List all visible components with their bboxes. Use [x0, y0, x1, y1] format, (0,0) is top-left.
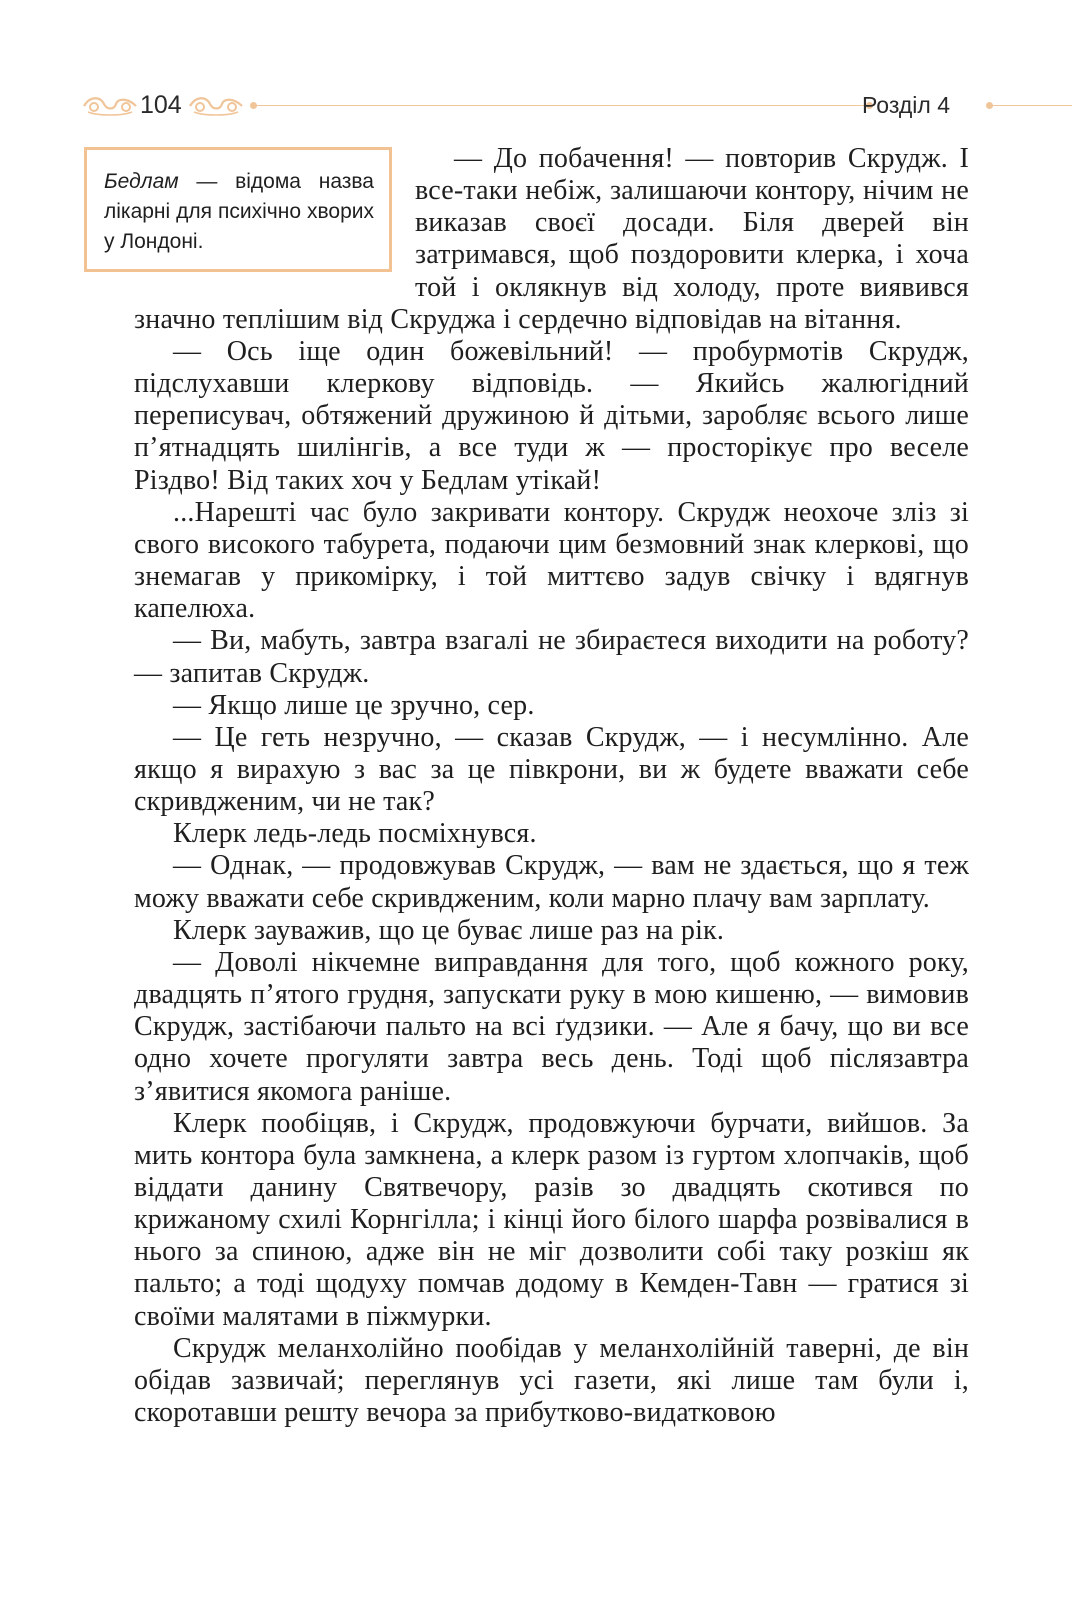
paragraph: — Однак, — продовжував Скрудж, — вам не здається, що я теж можу вважати себе скривдженим, коли марно плачу вам зарплату.: [134, 850, 969, 914]
header-rule-end: [992, 105, 1072, 106]
note-definition: — відома назва лікарні для психічно хворих у Лондоні.: [104, 170, 374, 253]
page-number: 104: [140, 91, 182, 119]
ornament-left-icon: [82, 94, 138, 118]
paragraph: — Це геть незручно, — сказав Скрудж, — і несумлінно. Але якщо я вирахую з вас за це півкрони, ви ж будете вважати себе скривдженим, чи не так?: [134, 721, 969, 818]
paragraph: Скрудж меланхолійно пообідав у меланхолійній таверні, де він обідав зазвичай; переглянув усі газети, які лише там були і, скоротавши решту вечора за прибутково-видатковою: [134, 1332, 969, 1429]
paragraph: — До побачення! — повторив Скрудж. І все-таки небіж, залишаючи контору, нічим не виказав своєї досади. Біля дверей він затримався, щоб поздоровити клерка, і хоча той і оклякнув від холоду, проте виявився значно теплішим від Скруджа і сердечно відповідав на вітання.: [134, 143, 969, 335]
paragraph: Клерк зауважив, що це буває лише раз на рік.: [173, 914, 725, 946]
paragraph: ...Нарешті час було закривати контору. Скрудж неохоче зліз зі свого високого табурета, подаючи цим безмовний знак клеркові, що знемагав у прикомірку, і той миттєво задув свічку і вдягнув капелюха.: [134, 496, 969, 625]
paragraph: Клерк ледь-ледь посміхнувся.: [173, 818, 537, 850]
paragraph: Клерк пообіцяв, і Скрудж, продовжуючи бурчати, вийшов. За мить контора була замкнена, а клерк разом із гуртом хлопчаків, щоб віддати данину Святвечору, разів зо двадцять скотився по крижаному схилі Корнгілла; і кінці його білого шарфа розвівалися в нього за спиною, адже він не міг дозволити собі таку розкіш як пальто; а тоді щодуху помчав додому в Кемден-Тавн — гратися зі своїми малятами в піжмурки.: [134, 1107, 969, 1332]
page-header: [82, 86, 1072, 126]
paragraph: — Ви, мабуть, завтра взагалі не збираєтеся виходити на роботу? — запитав Скрудж.: [134, 625, 969, 689]
header-rule: [254, 105, 866, 106]
paragraph: — Ось іще один божевільний! — пробурмотів Скрудж, підслухавши клеркову відповідь. — Якийсь жалюгідний переписувач, обтяжений дружиною й дітьми, заробляє всього лише п’ятнадцять шилінгів, а все туди ж — просторікує про веселе Різдво! Від таких хоч у Бедлам утікай!: [134, 335, 969, 496]
paragraph: — Доволі нікчемне виправдання для того, щоб кожного року, двадцять п’ятого грудня, запускати руку в мою кишеню, — вимовив Скрудж, застібаючи пальто на всі ґудзики. — Але я бачу, що ви все одно хочете прогуляти завтра весь день. Тоді щоб післязавтра з’явитися якомога раніше.: [134, 946, 969, 1107]
ornament-right-icon: [188, 94, 244, 118]
section-title: Розділ 4: [861, 92, 950, 118]
note-spacer: [134, 143, 415, 303]
note-term: Бедлам: [104, 170, 179, 193]
paragraph: — Якщо лише це зручно, сер.: [173, 689, 535, 721]
body-text: [134, 143, 969, 1429]
